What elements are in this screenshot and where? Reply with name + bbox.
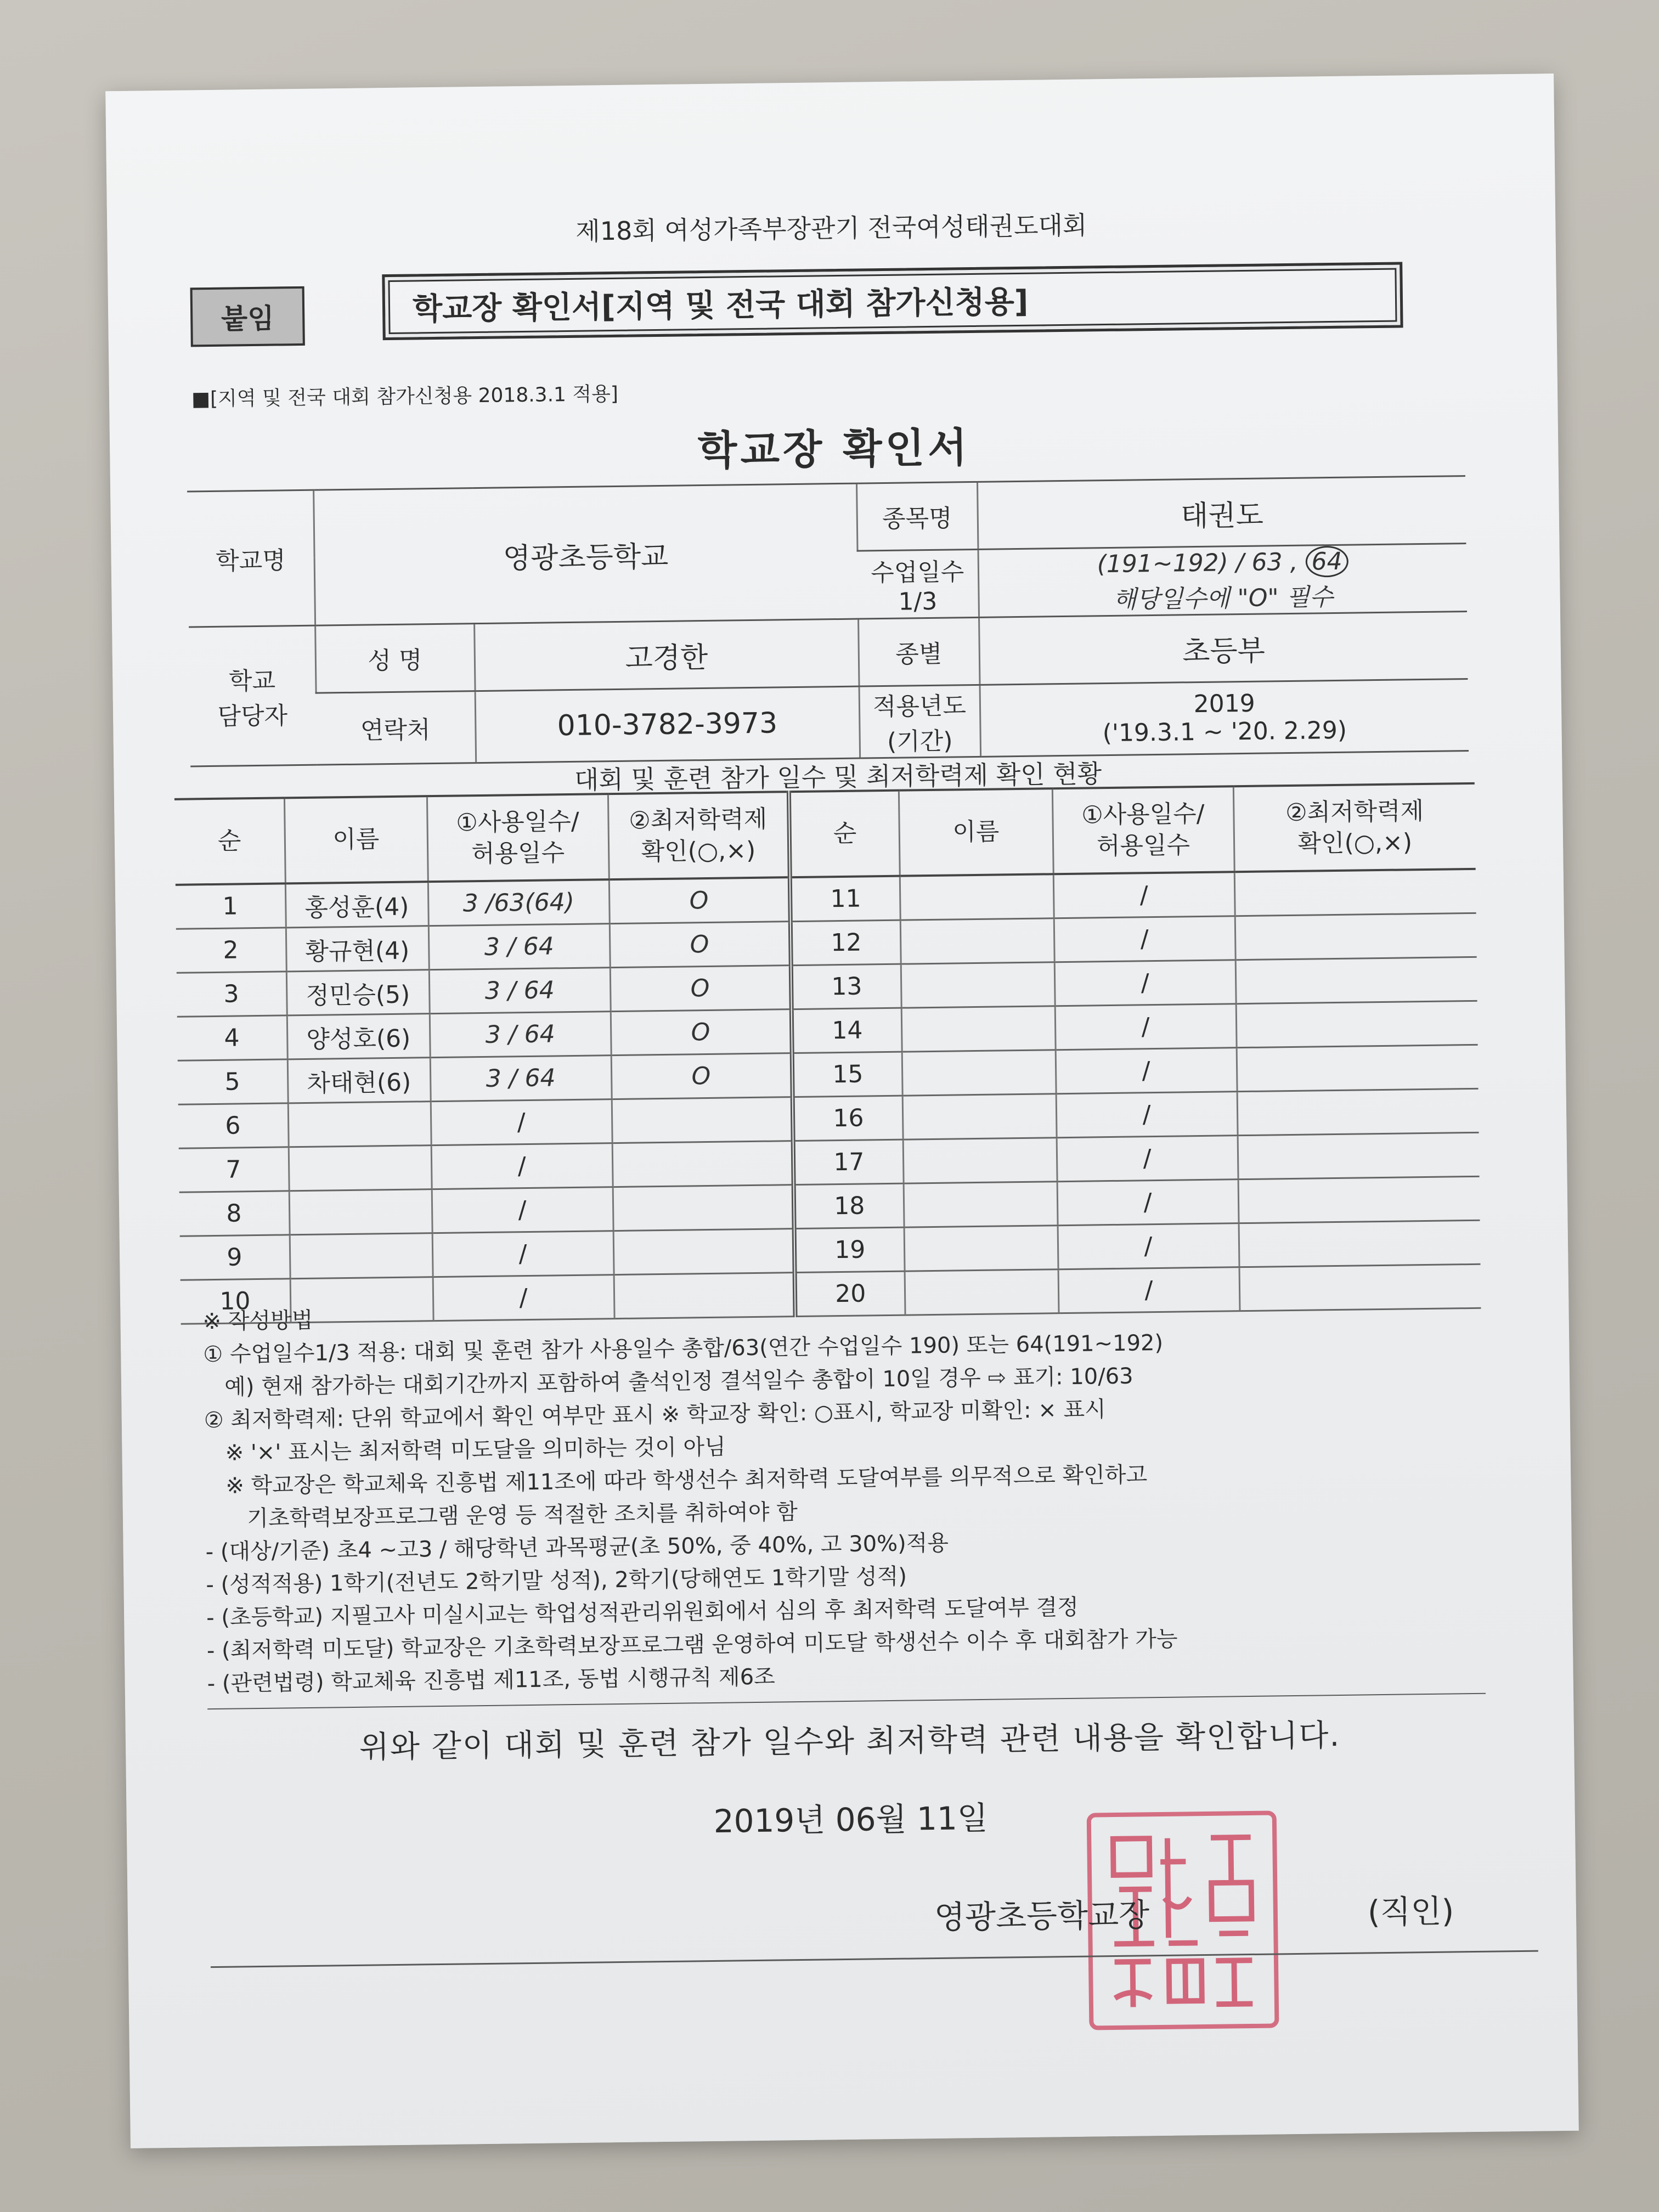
instruction-line: - (초등학교) 지필고사 미실시교는 학업성적관리위원회에서 심의 후 최저학력 도달여부 결정 <box>206 1594 1079 1631</box>
header-academic-right <box>1233 783 1476 872</box>
document-page <box>105 74 1579 2148</box>
row-no-right: 19 <box>794 1227 905 1272</box>
row-check-right <box>1236 1001 1478 1047</box>
row-check-right <box>1238 1176 1480 1223</box>
row-days-right: / <box>1054 916 1235 962</box>
row-name <box>289 1189 432 1235</box>
school-value: 영광초등학교 <box>313 483 858 625</box>
name-label: 성 명 <box>315 624 475 693</box>
row-check <box>613 1185 794 1231</box>
row-no: 4 <box>177 1015 287 1060</box>
row-no-right: 17 <box>793 1139 904 1184</box>
name-value: 고경한 <box>474 619 859 691</box>
row-days-right: / <box>1056 1092 1238 1138</box>
instruction-line: - (최저학력 미도달) 학교장은 기초학력보장프로그램 운영하여 미도달 학생선수 이수 후 대회참가 가능 <box>206 1626 1178 1664</box>
row-days: / <box>432 1231 614 1277</box>
header-days-right <box>1052 786 1234 874</box>
header-days <box>427 794 609 882</box>
row-days: 3 / 64 <box>428 924 610 970</box>
row-no: 1 <box>176 883 286 929</box>
instruction-line: ※ 학교장은 학교체육 진흥법 제11조에 따라 학생선수 최저학력 도달여부를 의무적으로 확인하고 <box>204 1462 1148 1499</box>
roster-table <box>174 782 1481 1325</box>
contest-title: 제18회 여성가족부장관기 전국여성태권도대회 <box>575 210 1087 246</box>
row-name-right <box>902 1050 1056 1096</box>
row-days: / <box>431 1099 612 1146</box>
division-label: 종별 <box>858 617 979 686</box>
row-no: 8 <box>179 1191 290 1236</box>
header-academic-1: ②최저학력제 <box>628 805 768 835</box>
issue-date: 2019년 06월 11일 <box>713 1799 989 1840</box>
instruction-line: 예) 현재 참가하는 대회기간까지 포함하여 출석인정 결석일수 총합이 10일 경우 ⇨ 표기: 10/63 <box>203 1363 1133 1401</box>
row-days-right: / <box>1057 1136 1238 1182</box>
header-days-right-1: ①사용일수/ <box>1081 799 1205 830</box>
row-name: 차태현(6) <box>287 1058 431 1103</box>
header-no: 순 <box>174 798 285 884</box>
row-days: 3 / 64 <box>430 1056 612 1102</box>
row-days: / <box>431 1143 613 1189</box>
row-name-right <box>904 1182 1058 1227</box>
year-label-2: (기간) <box>887 727 953 756</box>
instruction-line: ② 최저학력제: 단위 학교에서 확인 여부만 표시 ※ 학교장 확인: ○표시, 학교장 미확인: × 표시 <box>204 1397 1107 1434</box>
row-name <box>290 1233 433 1279</box>
row-name <box>289 1146 432 1191</box>
year-value <box>980 679 1469 757</box>
row-check-right <box>1234 869 1476 916</box>
instruction-line: - (관련법령) 학교체육 진흥법 제11조, 동법 시행규칙 제6조 <box>207 1664 776 1697</box>
row-days-right: / <box>1053 872 1235 918</box>
year-label-1: 적용년도 <box>872 692 967 721</box>
row-no: 9 <box>180 1235 290 1280</box>
year-label <box>859 685 981 758</box>
document-heading-text: 학교장 확인서[지역 및 전국 대회 참가신청용] <box>412 284 1029 328</box>
instructions <box>202 1289 1513 1700</box>
row-days-right: / <box>1055 1004 1237 1050</box>
contact-label: 연락처 <box>316 691 476 765</box>
header-name-right: 이름 <box>899 788 1053 876</box>
row-name-right <box>900 874 1054 920</box>
row-days-right: / <box>1054 960 1236 1006</box>
row-no-right: 20 <box>795 1271 905 1316</box>
header-days-2: 허용일수 <box>471 839 565 868</box>
instruction-line: - (대상/기준) 초4 ~고3 / 해당학년 과목평균(초 50%, 중 40%, 고 30%)적용 <box>205 1530 949 1565</box>
row-name-right <box>902 1094 1057 1139</box>
row-no: 3 <box>177 972 287 1017</box>
row-check: O <box>609 877 791 924</box>
row-no: 5 <box>178 1059 288 1104</box>
header-academic-right-1: ②최저학력제 <box>1285 797 1424 827</box>
principal-name: 영광초등학교장 <box>934 1896 1150 1937</box>
days-value-2: 해당일수에 "O" 필수 <box>1113 583 1333 614</box>
bottom-rule <box>211 1950 1538 1968</box>
instruction-line: ※ '×' 표시는 최저학력 미도달을 의미하는 것이 아님 <box>204 1434 726 1466</box>
row-days: 3 / 64 <box>430 1012 611 1058</box>
division-value: 초등부 <box>979 612 1468 685</box>
header-academic-2: 확인(○,×) <box>641 836 756 866</box>
row-no: 2 <box>176 928 286 973</box>
header-no-right: 순 <box>789 791 900 877</box>
seal-caption: (직인) <box>1367 1892 1454 1931</box>
days-value-circled: 64 <box>1305 546 1348 578</box>
row-name-right <box>901 962 1055 1008</box>
row-no-right: 11 <box>790 876 900 922</box>
confirmation-text: 위와 같이 대회 및 훈련 참가 일수와 최저학력 관련 내용을 확인합니다. <box>359 1717 1341 1765</box>
row-check: O <box>611 1009 792 1056</box>
days-value <box>978 544 1467 618</box>
row-check: O <box>610 922 791 968</box>
header-days-1: ①사용일수/ <box>456 807 579 837</box>
attachment-label: 붙임 <box>190 286 305 347</box>
row-no: 7 <box>179 1147 289 1192</box>
instruction-line: ① 수업일수1/3 적용: 대회 및 훈련 참가 사용일수 총합/63(연간 수업일수 190) 또는 64(191~192) <box>203 1330 1164 1368</box>
row-check-right <box>1237 1045 1479 1091</box>
days-label <box>857 549 979 619</box>
info-table <box>187 475 1469 767</box>
year-value-1: 2019 <box>1193 689 1256 719</box>
row-days-right: / <box>1057 1180 1239 1226</box>
header-days-right-2: 허용일수 <box>1096 831 1190 861</box>
manager-label-1: 학교 <box>228 667 276 696</box>
row-days-right: / <box>1058 1223 1239 1269</box>
row-name <box>288 1102 431 1147</box>
instruction-line: - (성적적용) 1학기(전년도 2학기말 성적), 2학기(당해연도 1학기말 성적) <box>206 1564 907 1598</box>
instruction-line: 기초학력보장프로그램 운영 등 적절한 조치를 취하여야 함 <box>205 1499 798 1532</box>
row-check <box>612 1141 794 1187</box>
header-academic-right-2: 확인(○,×) <box>1297 828 1413 858</box>
row-no-right: 12 <box>791 920 901 965</box>
row-check: O <box>611 1053 793 1099</box>
row-name: 황규현(4) <box>286 926 429 972</box>
row-name: 홍성훈(4) <box>285 882 428 928</box>
row-name-right <box>900 918 1054 964</box>
header-name: 이름 <box>284 796 428 883</box>
row-no-right: 15 <box>792 1052 902 1097</box>
row-check <box>613 1229 795 1275</box>
row-no-right: 14 <box>792 1008 902 1053</box>
days-label-2: 1/3 <box>898 587 938 616</box>
days-value-1: (191~192) / 63 , <box>1097 548 1298 579</box>
row-no-right: 13 <box>791 964 901 1009</box>
row-check-right <box>1235 957 1477 1003</box>
document-heading <box>382 262 1403 340</box>
sport-value: 태권도 <box>977 476 1466 550</box>
row-days: / <box>433 1275 614 1321</box>
row-check <box>612 1097 793 1143</box>
row-name: 양성호(6) <box>287 1014 430 1059</box>
manager-label <box>189 625 317 766</box>
row-days-right: / <box>1058 1267 1240 1313</box>
row-check-right <box>1235 913 1477 960</box>
header-academic <box>608 792 790 879</box>
days-label-1: 수업일수 <box>870 558 964 588</box>
row-name-right <box>903 1138 1057 1183</box>
row-no: 10 <box>180 1279 291 1324</box>
year-value-2: ('19.3.1 ~ '20. 2.29) <box>1102 716 1347 748</box>
apply-note: ■[지역 및 전국 대회 참가신청용 2018.3.1 적용] <box>191 382 619 411</box>
row-name-right <box>901 1006 1056 1052</box>
school-label: 학교명 <box>187 490 315 627</box>
form-title: 학교장 확인서 <box>697 424 971 475</box>
row-check-right <box>1237 1088 1479 1135</box>
row-days: 3 / 64 <box>429 968 611 1014</box>
row-check-right <box>1238 1132 1480 1179</box>
row-days: 3 /63(64) <box>428 879 610 926</box>
row-name-right <box>904 1226 1058 1271</box>
row-check-right <box>1239 1220 1481 1267</box>
row-no: 6 <box>178 1103 289 1148</box>
row-check: O <box>610 966 792 1012</box>
sport-label: 종목명 <box>856 482 978 551</box>
row-days: / <box>432 1187 613 1233</box>
instruction-line: ※ 작성방법 <box>202 1307 313 1335</box>
contact-value: 010-3782-3973 <box>475 686 860 763</box>
row-name: 정민승(5) <box>286 970 430 1015</box>
manager-label-2: 담당자 <box>217 701 288 731</box>
row-no-right: 16 <box>793 1096 903 1141</box>
roster-title: 대회 및 훈련 참가 일수 및 최저학력제 확인 현황 <box>574 759 1102 795</box>
row-no-right: 18 <box>794 1183 904 1228</box>
row-days-right: / <box>1056 1048 1237 1094</box>
